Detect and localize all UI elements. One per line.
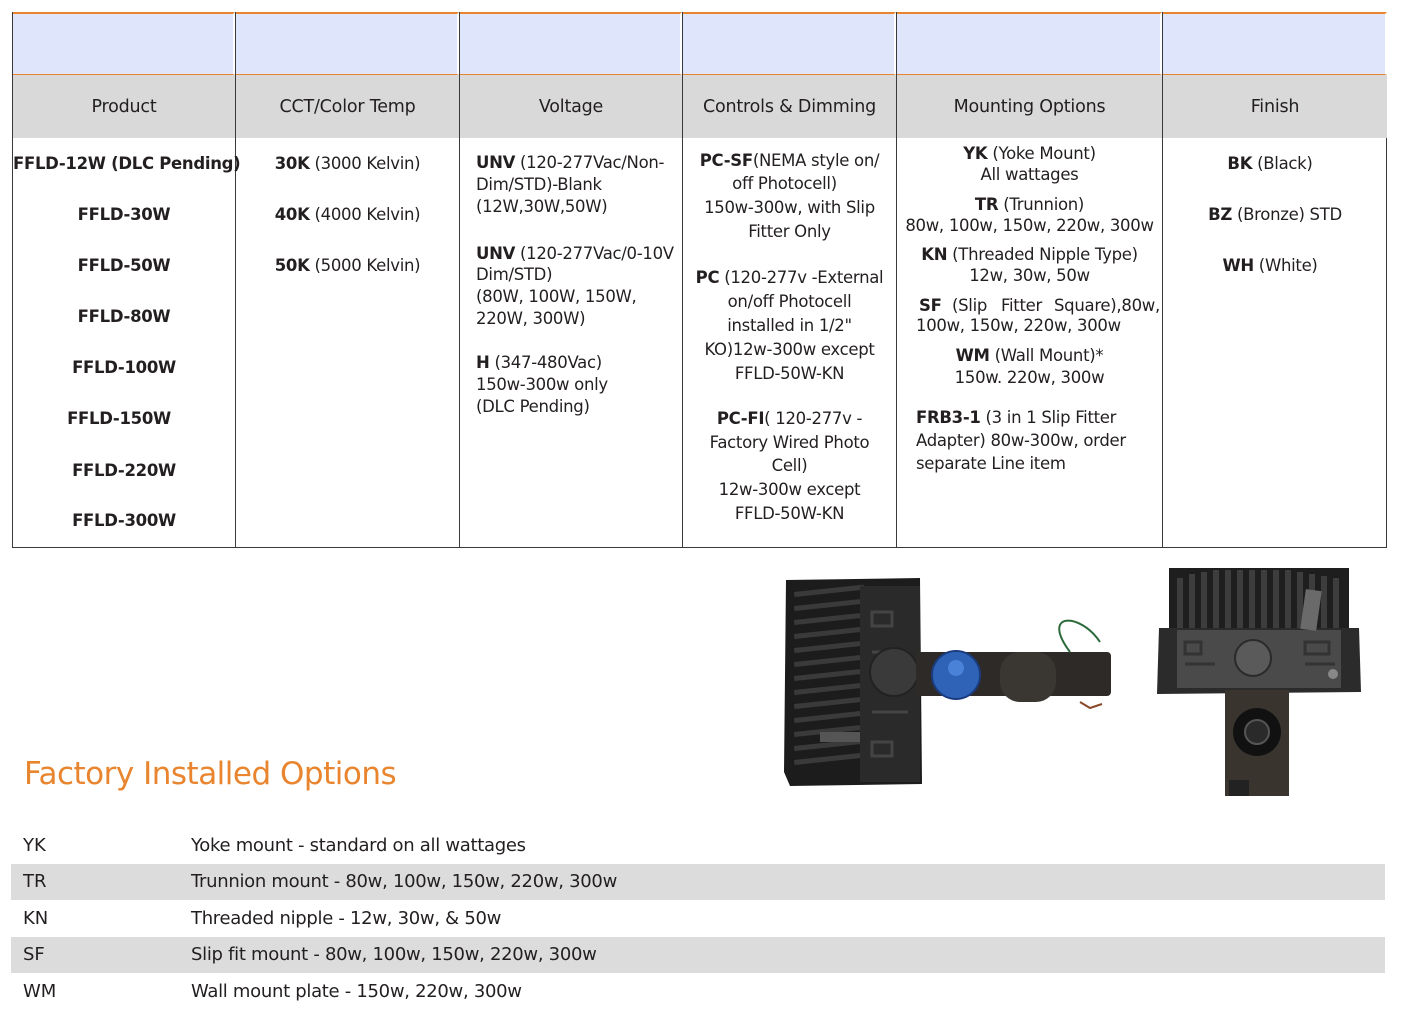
voltage-unv-line: UNV (120-277Vac/0-10V (476, 244, 674, 263)
voltage-column (460, 12, 683, 547)
controls-line: installed in 1/2" (727, 316, 852, 335)
wire (1059, 621, 1100, 652)
option-desc: Trunnion mount - 80w, 100w, 150w, 220w, 300w (191, 871, 617, 893)
controls-line: Fitter Only (748, 222, 831, 241)
controls-line: Cell) (771, 456, 808, 475)
controls-line: off Photocell) (732, 174, 837, 193)
header-band (683, 12, 896, 75)
mounting-line: All wattages (980, 165, 1079, 184)
option-desc: Slip fit mount - 80w, 100w, 150w, 220w, 300w (191, 944, 597, 966)
controls-column (683, 12, 897, 547)
product-item: FFLD-50W (77, 256, 171, 275)
controls-line: FFLD-50W-KN (734, 364, 845, 383)
mounting-frb-line: FRB3-1 (3 in 1 Slip Fitter (916, 408, 1117, 427)
controls-line: on/off Photocell (727, 292, 852, 311)
product-item: FFLD-100W (72, 358, 176, 377)
mounting-line: separate Line item (916, 454, 1066, 473)
option-desc: Wall mount plate - 150w, 220w, 300w (191, 980, 522, 1002)
product-header: Product (13, 75, 235, 138)
product-item: FFLD-12W (DLC Pending) (13, 154, 241, 173)
voltage-line: (80W, 100W, 150W, (476, 287, 637, 306)
mounting-line: Adapter) 80w-300w, order (916, 431, 1126, 450)
product-item: FFLD-30W (77, 205, 171, 224)
option-row (11, 900, 1385, 937)
finish-item: BK (Black) (1227, 154, 1313, 173)
controls-pcfi-line: PC-FI( 120-277v - (716, 409, 863, 428)
option-code: WM (23, 980, 57, 1002)
header-band (460, 12, 682, 75)
mounting-column (897, 12, 1163, 547)
mounting-sf-word: (Slip (952, 296, 988, 315)
voltage-line: Dim/STD) (476, 265, 553, 284)
controls-line: Factory Wired Photo (709, 433, 870, 452)
option-row (11, 864, 1385, 901)
option-desc: Yoke mount - standard on all wattages (191, 834, 526, 856)
spec-table (12, 12, 1387, 548)
mounting-line: 12w, 30w, 50w (969, 266, 1090, 285)
voltage-line: Dim/STD)-Blank (476, 175, 602, 194)
header-band (236, 12, 459, 75)
voltage-unv-line: UNV (120-277Vac/Non- (476, 153, 665, 172)
header-band (13, 12, 235, 75)
product-item: FFLD-220W (72, 461, 176, 480)
voltage-header: Voltage (460, 75, 682, 138)
finish-item: WH (White) (1222, 256, 1318, 275)
mounting-sf-word: Square),80w, (1054, 296, 1160, 315)
mounting-sf-word: Fitter (1001, 296, 1042, 315)
mounting-sf-code: SF (919, 296, 942, 315)
option-code: TR (23, 871, 47, 893)
controls-pcsf-line: PC-SF(NEMA style on/ (699, 151, 880, 170)
voltage-line: 150w-300w only (476, 375, 608, 394)
floodlight-front-view-photo (1155, 564, 1363, 796)
option-code: KN (23, 907, 49, 929)
mounting-line: 150w. 220w, 300w (954, 368, 1105, 387)
header-band (1163, 12, 1387, 75)
center-boss (870, 648, 918, 696)
mounting-yk-line: YK (Yoke Mount) (963, 144, 1096, 163)
cct-column (236, 12, 460, 547)
options-list (11, 827, 1385, 1010)
controls-pc-line: PC (120-277v -External (695, 268, 884, 287)
product-item: FFLD-150W (67, 409, 171, 428)
cct-item: 50K (5000 Kelvin) (274, 256, 421, 275)
finish-item: BZ (Bronze) STD (1208, 205, 1342, 224)
product-item: FFLD-300W (72, 511, 176, 530)
option-row (11, 937, 1385, 974)
mounting-header: Mounting Options (897, 75, 1162, 138)
mounting-wm-line: WM (Wall Mount)* (955, 346, 1104, 365)
cct-item: 30K (3000 Kelvin) (274, 154, 421, 173)
option-code: SF (23, 944, 45, 966)
controls-line: FFLD-50W-KN (734, 504, 845, 523)
voltage-line: 220W, 300W) (476, 309, 586, 328)
top-fins (1169, 568, 1349, 634)
header-band (897, 12, 1162, 75)
voltage-h-line: H (347-480Vac) (476, 353, 602, 372)
product-item: FFLD-80W (77, 307, 171, 326)
controls-line: 12w-300w except (718, 480, 861, 499)
mounting-line: 100w, 150w, 220w, 300w (916, 316, 1121, 335)
floodlight-side-view-photo (780, 572, 1120, 790)
option-code: YK (23, 834, 46, 856)
cct-header: CCT/Color Temp (236, 75, 459, 138)
finish-header: Finish (1163, 75, 1387, 138)
option-desc: Threaded nipple - 12w, 30w, & 50w (191, 907, 502, 929)
mounting-kn-line: KN (Threaded Nipple Type) (921, 245, 1138, 264)
mounting-tr-line: TR (Trunnion) (974, 195, 1085, 214)
section-title: Factory Installed Options (24, 756, 397, 792)
voltage-line: (DLC Pending) (476, 397, 590, 416)
controls-line: 150w-300w, with Slip (704, 198, 875, 217)
option-row (11, 973, 1385, 1010)
product-column (13, 12, 241, 547)
cct-item: 40K (4000 Kelvin) (274, 205, 421, 224)
voltage-line: (12W,30W,50W) (476, 197, 608, 216)
option-row (11, 827, 1385, 864)
finish-column (1163, 12, 1387, 547)
mounting-line: 80w, 100w, 150w, 220w, 300w (905, 216, 1154, 235)
controls-line: KO)12w-300w except (704, 340, 875, 359)
controls-header: Controls & Dimming (683, 75, 896, 138)
